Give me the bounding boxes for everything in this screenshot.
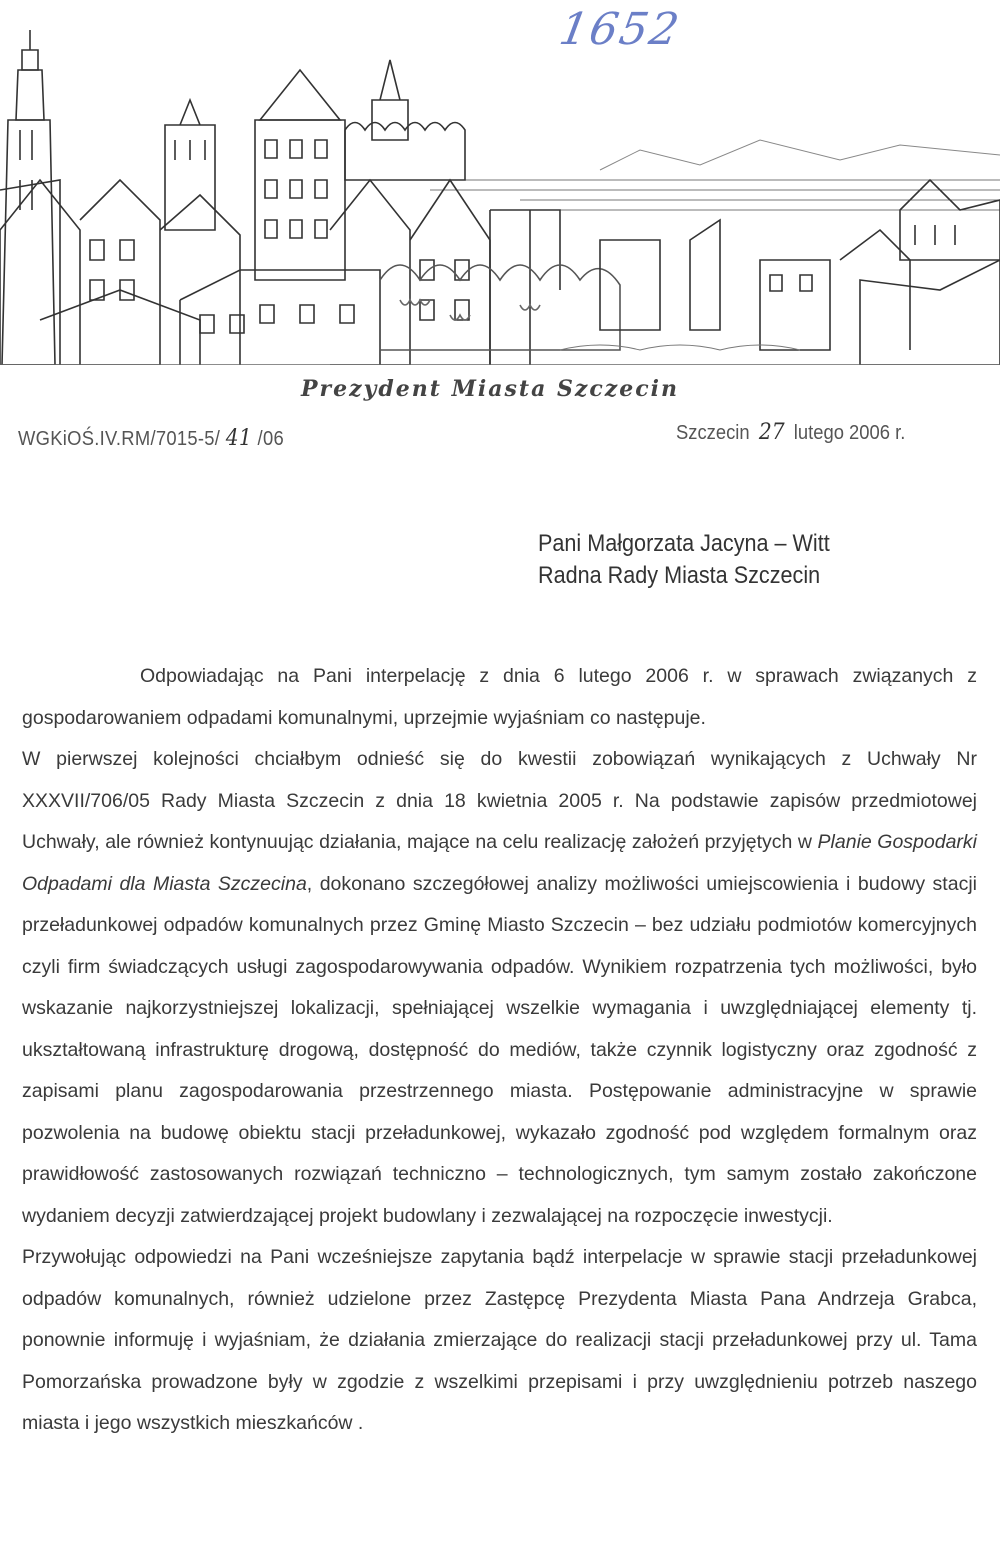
recipient-title: Radna Rady Miasta Szczecin [538, 562, 821, 589]
body-paragraph-2-start: W pierwszej kolejności chciałbym odnieść się do kwestii zobowiązań wynikających z Uchwały Nr XXXVII/706/05 Rady Miasta Szczecin z dnia 18 kwietnia 2005 r. Na podstawie zapisów przedmiotowej Uchwały, ale również kontynuując działania, mające na celu realizację założeń przyjętych w [22, 748, 977, 853]
body-paragraph-2-end: , dokonano szczegółowej analizy możliwości umiejscowienia i budowy stacji przeładunkowej odpadów komunalnych przez Gminę Miasto Szczecin – bez udziału podmiotów komercyjnych czyli firm świadczących usługi zagospodarowywania odpadów. Wynikiem rozpatrzenia tych możliwości, było wskazanie najkorzystniejszej lokalizacji, spełniającej wszelkie wymagania i uwzględniającej elementy tj. ukształtowaną infrastrukturę drogową, dostępność do mediów, także czynnik logistyczny oraz zgodność z zapisami planu zagospodarowania przestrzennego miasta. Postępowanie administracyjne w sprawie pozwolenia na budowę obiektu stacji przeładunkowej, wykazało zgodność pod względem formalnym oraz prawidłowość zastosowanych rozwiązań techniczno – technologicznych, tym samym zostało zakończone wydaniem decyzji zatwierdzającej projekt budowlany i zezwalającej na rozpoczęcie inwestycji. [22, 872, 977, 1227]
city-skyline-illustration [0, 30, 1000, 365]
handwritten-number: 1652 [555, 4, 685, 55]
reference-prefix: WGKiOŚ.IV.RM/7015-5/ [18, 428, 221, 450]
recipient-block [538, 528, 830, 592]
place-date [676, 420, 905, 445]
reference-suffix: /06 [257, 428, 284, 450]
date-month-year: lutego 2006 r. [793, 422, 906, 444]
body-paragraph-2-italic: Planie Gospodarki Odpadami dla Miasta Szczecina [22, 831, 978, 895]
reference-handwritten: 41 [225, 426, 253, 451]
recipient-name: Pani Małgorzata Jacyna – Witt [538, 530, 830, 557]
letterhead-title [0, 376, 1000, 402]
reference-number [18, 426, 284, 451]
letter-body [22, 656, 977, 1445]
date-day-handwritten: 27 [758, 420, 785, 445]
body-paragraph-3: Przywołując odpowiedzi na Pani wcześniejsze zapytania bądź interpelacje w sprawie stacji przeładunkowej odpadów komunalnych, również udzielone przez Zastępcę Prezydenta Miasta Pana Andrzeja Grabca, ponownie informuję i wyjaśniam, że działania zmierzające do realizacji stacji przeładunkowej przy ul. Tama Pomorzańska prowadzone były w zgodzie z wszelkimi przepisami i przy uwzględnieniu potrzeb naszego miasta i jego wszystkich mieszkańców . [22, 1246, 977, 1434]
letterhead-text: Prezydent Miasta Szczecin [300, 376, 680, 402]
body-paragraph-1: Odpowiadając na Pani interpelację z dnia 6 lutego 2006 r. w sprawach związanych z gospodarowaniem odpadami komunalnymi, uprzejmie wyjaśniam co następuje. [22, 665, 977, 729]
body-paragraph-2 [22, 739, 977, 1237]
place-city: Szczecin [676, 422, 750, 444]
